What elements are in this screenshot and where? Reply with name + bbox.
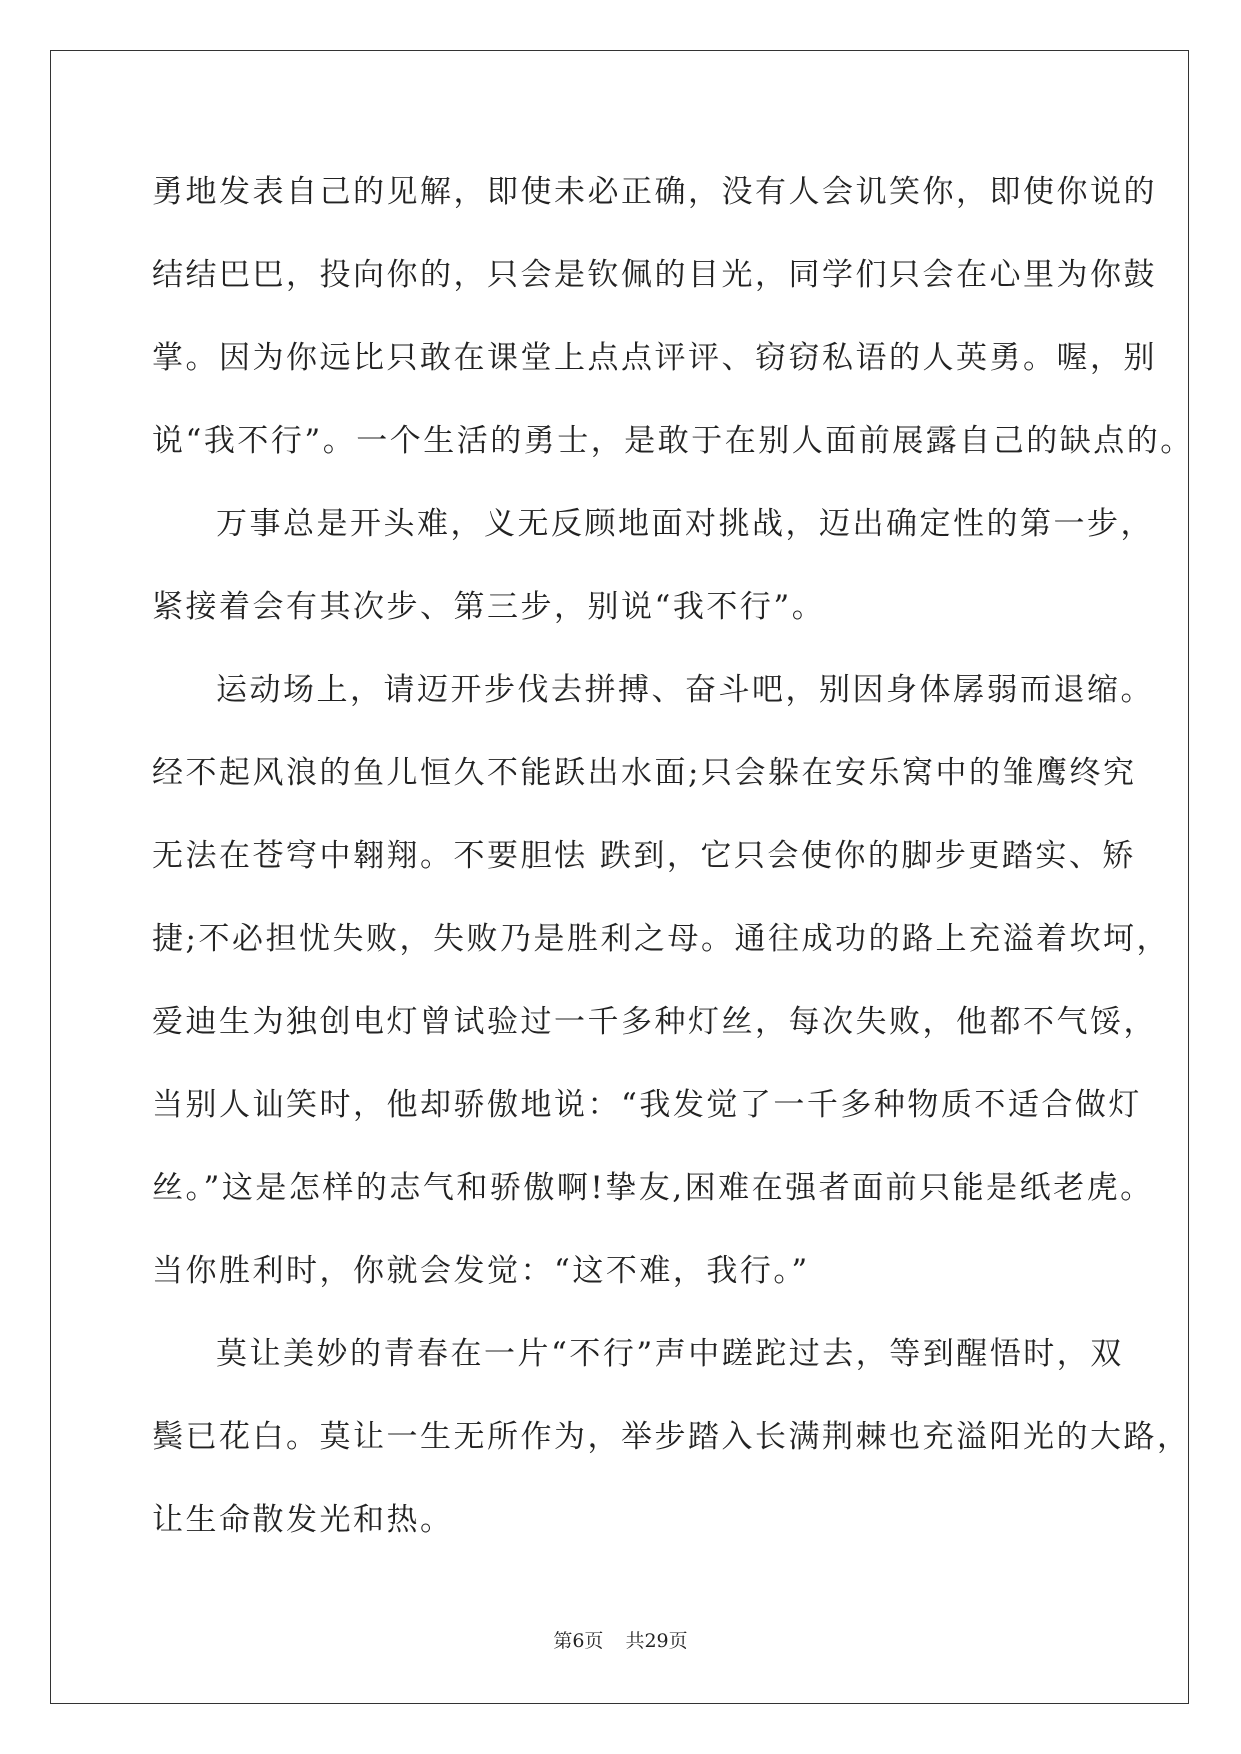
text-line: 让生命散发光和热。	[152, 1502, 454, 1538]
text-line: 当你胜利时，你就会发觉：“这不难，我行。”	[152, 1253, 810, 1289]
text-line: 紧接着会有其次步、第三步，别说“我不行”。	[152, 589, 826, 625]
text-line: 当别人讪笑时，他却骄傲地说：“我发觉了一千多种物质不适合做灯	[152, 1087, 1142, 1123]
text-line: 无法在苍穹中翱翔。不要胆怯 跌到，它只会使你的脚步更踏实、矫	[152, 838, 1136, 874]
text-line: 勇地发表自己的见解，即使未必正确，没有人会讥笑你，即使你说的	[152, 174, 1157, 210]
text-line: 运动场上，请迈开步伐去拼搏、奋斗吧，别因身体孱弱而退缩。	[216, 672, 1154, 708]
text-line: 说“我不行”。一个生活的勇士，是敢于在别人面前展露自己的缺点的。	[152, 423, 1194, 459]
text-line: 万事总是开头难，义无反顾地面对挑战，迈出确定性的第一步，	[216, 506, 1154, 542]
document-body	[152, 160, 1194, 1571]
text-line: 丝。”这是怎样的志气和骄傲啊!挚友,困难在强者面前只能是纸老虎。	[152, 1170, 1154, 1206]
text-line: 捷;不必担忧失败，失败乃是胜利之母。通往成功的路上充溢着坎坷，	[152, 921, 1170, 957]
page-footer	[0, 1626, 1241, 1653]
page-number: 第6页	[553, 1630, 604, 1652]
text-line: 鬓已花白。莫让一生无所作为，举步踏入长满荆棘也充溢阳光的大路，	[152, 1419, 1191, 1455]
text-line: 爱迪生为独创电灯曾试验过一千多种灯丝，每次失败，他都不气馁，	[152, 1004, 1157, 1040]
text-line: 经不起风浪的鱼儿恒久不能跃出水面;只会躲在安乐窝中的雏鹰终究	[152, 755, 1137, 791]
text-line: 莫让美妙的青春在一片“不行”声中蹉跎过去，等到醒悟时，双	[216, 1336, 1124, 1372]
text-line: 结结巴巴，投向你的，只会是钦佩的目光，同学们只会在心里为你鼓	[152, 257, 1157, 293]
page-total: 共29页	[625, 1630, 688, 1652]
text-line: 掌。因为你远比只敢在课堂上点点评评、窃窃私语的人英勇。喔，别	[152, 340, 1157, 376]
